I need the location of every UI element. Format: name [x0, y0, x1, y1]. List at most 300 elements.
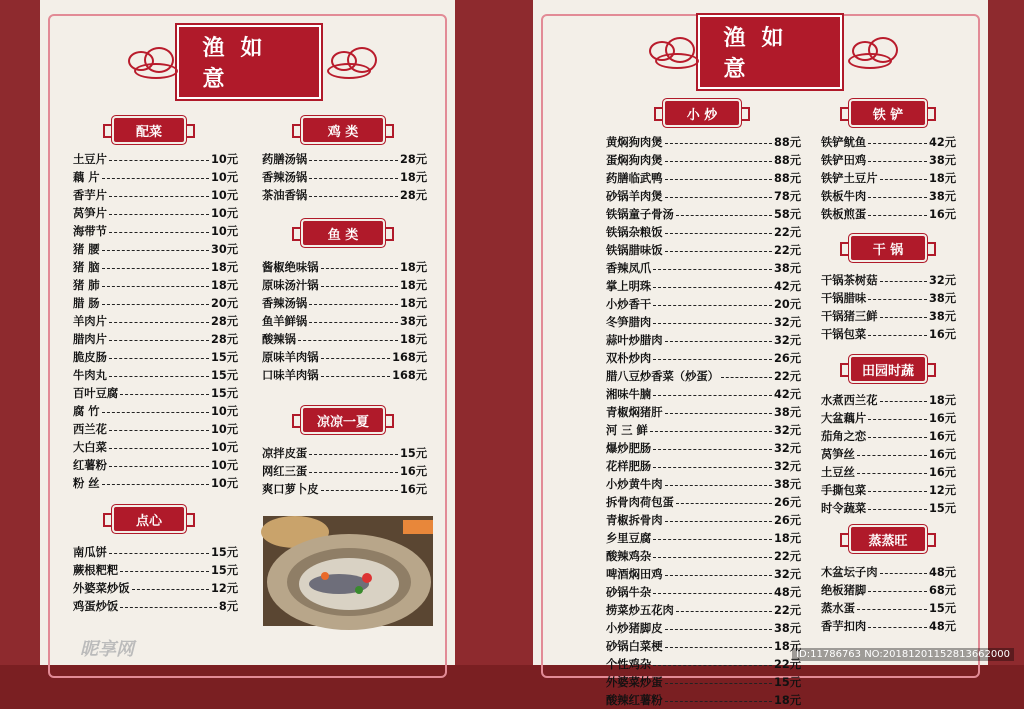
- dotted-leader: [650, 431, 772, 432]
- menu-item-price: 22元: [773, 658, 801, 671]
- dotted-leader: [868, 419, 927, 420]
- menu-item: [821, 581, 956, 599]
- menu-item-price: 18元: [399, 171, 427, 184]
- menu-item-name: 腊八豆炒香菜（炒蛋）: [606, 370, 719, 383]
- section-title-yulei: 鱼 类: [303, 221, 383, 245]
- dotted-leader: [868, 143, 927, 144]
- menu-item-price: 18元: [399, 279, 427, 292]
- menu-item-price: 15元: [210, 387, 238, 400]
- list-peicai: [73, 150, 238, 492]
- menu-item: [73, 402, 238, 420]
- dotted-leader: [102, 412, 209, 413]
- menu-item-name: 香芋扣肉: [821, 620, 867, 633]
- menu-item: [73, 579, 238, 597]
- menu-item: [606, 583, 801, 601]
- dotted-leader: [880, 281, 927, 282]
- menu-item-price: 38元: [773, 262, 801, 275]
- menu-item-name: 茶油香锅: [262, 189, 308, 202]
- menu-item-price: 58元: [773, 208, 801, 221]
- menu-item-name: 酸辣红薯粉: [606, 694, 663, 707]
- menu-item: [73, 474, 238, 492]
- menu-item: [73, 561, 238, 579]
- menu-item: [73, 366, 238, 384]
- list-yulei: [262, 258, 427, 384]
- menu-item-name: 铁铲田鸡: [821, 154, 867, 167]
- menu-item-price: 22元: [773, 226, 801, 239]
- menu-item-price: 22元: [773, 604, 801, 617]
- menu-item-name: 西兰花: [73, 423, 107, 436]
- dotted-leader: [653, 395, 772, 396]
- section-title-tiechan: 铁 铲: [851, 101, 925, 125]
- menu-item: [606, 133, 801, 151]
- menu-item-price: 38元: [928, 190, 956, 203]
- menu-item-price: 48元: [928, 566, 956, 579]
- menu-item: [821, 271, 956, 289]
- menu-item-name: 湘味牛腩: [606, 388, 652, 401]
- menu-item: [821, 307, 956, 325]
- menu-item-price: 42元: [773, 388, 801, 401]
- menu-item: [606, 367, 801, 385]
- menu-item-price: 38元: [399, 315, 427, 328]
- dotted-leader: [309, 304, 398, 305]
- menu-item-price: 16元: [399, 483, 427, 496]
- menu-item-name: 河 三 鲜: [606, 424, 648, 437]
- menu-item-name: 铁铲鱿鱼: [821, 136, 867, 149]
- dotted-leader: [665, 683, 772, 684]
- menu-item-name: 土豆片: [73, 153, 107, 166]
- menu-item-price: 26元: [773, 352, 801, 365]
- menu-item: [606, 655, 801, 673]
- menu-item-price: 15元: [210, 369, 238, 382]
- menu-item-name: 绝板猪脚: [821, 584, 867, 597]
- dotted-leader: [665, 413, 772, 414]
- menu-item-price: 16元: [399, 465, 427, 478]
- menu-item-name: 掌上明珠: [606, 280, 652, 293]
- menu-item: [73, 597, 238, 615]
- section-title-zhengzheng: 蒸蒸旺: [851, 527, 925, 551]
- menu-item-name: 干锅腊味: [821, 292, 867, 305]
- menu-item-price: 18元: [773, 694, 801, 707]
- menu-item-price: 12元: [210, 582, 238, 595]
- menu-item: [262, 186, 427, 204]
- menu-item: [606, 205, 801, 223]
- menu-item: [73, 204, 238, 222]
- menu-item-name: 双朴炒肉: [606, 352, 652, 365]
- logo-text: 渔如意: [698, 15, 843, 89]
- menu-item-price: 10元: [210, 225, 238, 238]
- dotted-leader: [120, 394, 209, 395]
- dotted-leader: [868, 335, 927, 336]
- menu-item-name: 砂锅牛杂: [606, 586, 652, 599]
- dotted-leader: [109, 340, 209, 341]
- menu-item-name: 干锅茶树菇: [821, 274, 878, 287]
- menu-item: [821, 599, 956, 617]
- menu-item-price: 10元: [210, 153, 238, 166]
- menu-item: [73, 312, 238, 330]
- dotted-leader: [321, 358, 391, 359]
- section-title-dianxin: 点心: [114, 507, 184, 531]
- menu-item: [821, 481, 956, 499]
- menu-item: [73, 384, 238, 402]
- menu-item-price: 28元: [399, 153, 427, 166]
- menu-item: [606, 295, 801, 313]
- cloud-ornament-icon: [124, 45, 177, 79]
- cloud-ornament-icon: [645, 35, 698, 69]
- dotted-leader: [321, 490, 398, 491]
- menu-item: [606, 475, 801, 493]
- dotted-leader: [868, 161, 927, 162]
- menu-item-price: 18元: [210, 279, 238, 292]
- menu-item-price: 32元: [773, 334, 801, 347]
- menu-item-price: 30元: [210, 243, 238, 256]
- menu-item-name: 铁锅杂粮饭: [606, 226, 663, 239]
- dotted-leader: [665, 647, 772, 648]
- menu-item-price: 15元: [399, 447, 427, 460]
- menu-item-name: 猪 脑: [73, 261, 100, 274]
- dotted-leader: [120, 607, 217, 608]
- menu-item-name: 藕 片: [73, 171, 100, 184]
- dotted-leader: [868, 509, 927, 510]
- menu-item: [73, 186, 238, 204]
- menu-item: [821, 151, 956, 169]
- menu-item-name: 青椒拆骨肉: [606, 514, 663, 527]
- menu-item-name: 莴笋片: [73, 207, 107, 220]
- menu-item-name: 蒜叶炒腊肉: [606, 334, 663, 347]
- dotted-leader: [676, 215, 772, 216]
- menu-item-name: 口味羊肉锅: [262, 369, 319, 382]
- dotted-leader: [665, 179, 772, 180]
- menu-item-name: 粉 丝: [73, 477, 100, 490]
- menu-item-name: 茄角之恋: [821, 430, 867, 443]
- menu-item-name: 海带节: [73, 225, 107, 238]
- dotted-leader: [109, 358, 209, 359]
- dotted-leader: [309, 196, 398, 197]
- dotted-leader: [321, 376, 391, 377]
- list-liangliang: [262, 444, 427, 498]
- menu-item-price: 18元: [210, 261, 238, 274]
- dotted-leader: [653, 305, 772, 306]
- menu-item-name: 香芋片: [73, 189, 107, 202]
- dotted-leader: [868, 627, 927, 628]
- dotted-leader: [721, 377, 772, 378]
- dotted-leader: [109, 196, 209, 197]
- dotted-leader: [109, 466, 209, 467]
- menu-item-price: 16元: [928, 328, 956, 341]
- list-jilei: [262, 150, 427, 204]
- dotted-leader: [653, 593, 772, 594]
- menu-item: [73, 240, 238, 258]
- menu-item-price: 22元: [773, 244, 801, 257]
- menu-item-name: 干锅包菜: [821, 328, 867, 341]
- dotted-leader: [109, 376, 209, 377]
- menu-item: [606, 277, 801, 295]
- list-tianyuan: [821, 391, 956, 517]
- dotted-leader: [653, 449, 772, 450]
- food-photo: [263, 516, 433, 626]
- menu-item: [73, 258, 238, 276]
- dotted-leader: [109, 232, 209, 233]
- dotted-leader: [868, 197, 927, 198]
- dotted-leader: [653, 467, 772, 468]
- menu-item-price: 42元: [928, 136, 956, 149]
- menu-item-name: 原味羊肉锅: [262, 351, 319, 364]
- menu-item-name: 个性鸡杂: [606, 658, 652, 671]
- section-title-ganguo: 干 锅: [851, 236, 925, 260]
- dotted-leader: [665, 143, 772, 144]
- menu-item-name: 羊肉片: [73, 315, 107, 328]
- menu-item-price: 10元: [210, 405, 238, 418]
- menu-item: [821, 563, 956, 581]
- dotted-leader: [880, 401, 927, 402]
- menu-item-name: 原味汤汁锅: [262, 279, 319, 292]
- menu-item-name: 脆皮肠: [73, 351, 107, 364]
- menu-item-name: 小炒猪脚皮: [606, 622, 663, 635]
- menu-item-price: 38元: [773, 406, 801, 419]
- menu-item: [262, 312, 427, 330]
- dotted-leader: [102, 286, 209, 287]
- menu-item-price: 16元: [928, 430, 956, 443]
- section-title-tianyuan: 田园时蔬: [851, 357, 925, 381]
- menu-item-price: 10元: [210, 171, 238, 184]
- dotted-leader: [665, 701, 772, 702]
- menu-item-price: 38元: [928, 154, 956, 167]
- menu-item-name: 铁板煎蛋: [821, 208, 867, 221]
- list-tiechan: [821, 133, 956, 223]
- menu-item: [73, 330, 238, 348]
- right-outer-border: [988, 0, 1024, 665]
- menu-item: [821, 427, 956, 445]
- menu-item-price: 88元: [773, 172, 801, 185]
- menu-item: [262, 150, 427, 168]
- menu-item-price: 16元: [928, 208, 956, 221]
- menu-item-price: 32元: [928, 274, 956, 287]
- dotted-leader: [102, 268, 209, 269]
- menu-item-name: 水煮西兰花: [821, 394, 878, 407]
- right-menu-page: [533, 0, 988, 707]
- menu-item-name: 南瓜饼: [73, 546, 107, 559]
- menu-item-price: 20元: [773, 298, 801, 311]
- menu-item-price: 48元: [773, 586, 801, 599]
- dotted-leader: [868, 591, 927, 592]
- dotted-leader: [309, 454, 398, 455]
- menu-item: [73, 276, 238, 294]
- menu-item-name: 牛肉丸: [73, 369, 107, 382]
- menu-item: [262, 348, 427, 366]
- dotted-leader: [665, 521, 772, 522]
- menu-item: [262, 444, 427, 462]
- dotted-leader: [102, 250, 209, 251]
- menu-item-price: 8元: [218, 600, 238, 613]
- menu-item-price: 88元: [773, 136, 801, 149]
- menu-item-price: 28元: [399, 189, 427, 202]
- menu-item-name: 香辣汤锅: [262, 171, 308, 184]
- menu-item: [606, 601, 801, 619]
- menu-item-price: 68元: [928, 584, 956, 597]
- menu-item-name: 拆骨肉荷包蛋: [606, 496, 674, 509]
- dotted-leader: [309, 160, 398, 161]
- menu-item: [606, 259, 801, 277]
- dotted-leader: [309, 472, 398, 473]
- cloud-ornament-icon: [842, 35, 895, 69]
- menu-item-name: 乡里豆腐: [606, 532, 652, 545]
- menu-item: [606, 403, 801, 421]
- dotted-leader: [665, 575, 772, 576]
- dotted-leader: [665, 629, 772, 630]
- menu-item: [606, 169, 801, 187]
- dotted-leader: [298, 340, 398, 341]
- dotted-leader: [653, 539, 772, 540]
- list-xiaochao: [606, 133, 801, 709]
- menu-item-price: 10元: [210, 189, 238, 202]
- menu-item: [73, 168, 238, 186]
- menu-item-name: 红薯粉: [73, 459, 107, 472]
- menu-item-name: 药膳汤锅: [262, 153, 308, 166]
- menu-item-name: 猪 肺: [73, 279, 100, 292]
- menu-item-name: 木盆坛子肉: [821, 566, 878, 579]
- menu-item: [262, 276, 427, 294]
- stone-pot-fish-image: [263, 516, 433, 626]
- menu-item: [821, 617, 956, 635]
- menu-item-price: 38元: [928, 292, 956, 305]
- menu-item-price: 16元: [928, 412, 956, 425]
- menu-item: [821, 205, 956, 223]
- menu-item-price: 22元: [773, 370, 801, 383]
- dotted-leader: [109, 160, 209, 161]
- dotted-leader: [665, 197, 772, 198]
- section-title-jilei: 鸡 类: [303, 118, 383, 142]
- section-title-xiaochao: 小 炒: [665, 101, 739, 125]
- menu-item: [606, 547, 801, 565]
- menu-item: [262, 366, 427, 384]
- menu-item-name: 时令蔬菜: [821, 502, 867, 515]
- menu-item-price: 26元: [773, 514, 801, 527]
- dotted-leader: [676, 503, 772, 504]
- logo: [124, 32, 374, 92]
- menu-item-name: 砂锅白菜梗: [606, 640, 663, 653]
- menu-item-price: 32元: [773, 442, 801, 455]
- menu-item: [606, 493, 801, 511]
- dotted-leader: [109, 448, 209, 449]
- dotted-leader: [665, 233, 772, 234]
- menu-item: [73, 150, 238, 168]
- menu-item: [606, 187, 801, 205]
- dotted-leader: [321, 286, 398, 287]
- menu-item: [821, 169, 956, 187]
- menu-item-name: 大盆藕片: [821, 412, 867, 425]
- menu-item-name: 腊 肠: [73, 297, 100, 310]
- menu-item: [606, 673, 801, 691]
- menu-item-price: 16元: [928, 466, 956, 479]
- left-outer-border: [0, 0, 40, 665]
- section-title-liangliang: 凉凉一夏: [303, 408, 383, 432]
- menu-item: [606, 421, 801, 439]
- logo: [645, 22, 895, 82]
- menu-item: [262, 294, 427, 312]
- menu-item-name: 凉拌皮蛋: [262, 447, 308, 460]
- menu-item: [606, 565, 801, 583]
- menu-item: [821, 499, 956, 517]
- dotted-leader: [880, 573, 927, 574]
- menu-item-name: 腊肉片: [73, 333, 107, 346]
- menu-item: [262, 258, 427, 276]
- menu-item-name: 铁锅腊味饭: [606, 244, 663, 257]
- dotted-leader: [868, 491, 927, 492]
- menu-item-name: 捞菜炒五花肉: [606, 604, 674, 617]
- menu-item-name: 香辣汤锅: [262, 297, 308, 310]
- dotted-leader: [868, 437, 927, 438]
- menu-item-name: 酸辣鸡杂: [606, 550, 652, 563]
- dotted-leader: [109, 214, 209, 215]
- menu-item-name: 药膳临武鸭: [606, 172, 663, 185]
- menu-item: [73, 438, 238, 456]
- dotted-leader: [132, 589, 209, 590]
- menu-item-price: 15元: [928, 502, 956, 515]
- dotted-leader: [102, 304, 209, 305]
- menu-item: [73, 222, 238, 240]
- menu-item-name: 青椒焖猪肝: [606, 406, 663, 419]
- menu-item-price: 38元: [773, 622, 801, 635]
- menu-item: [606, 511, 801, 529]
- menu-item-name: 莴笋丝: [821, 448, 855, 461]
- menu-item: [606, 241, 801, 259]
- menu-item-name: 外婆菜炒蛋: [606, 676, 663, 689]
- menu-item-price: 18元: [773, 532, 801, 545]
- dotted-leader: [665, 485, 772, 486]
- menu-item-name: 干锅猪三鲜: [821, 310, 878, 323]
- menu-item-price: 18元: [399, 297, 427, 310]
- menu-item-price: 20元: [210, 297, 238, 310]
- menu-item-name: 鱼羊鲜锅: [262, 315, 308, 328]
- menu-item: [73, 543, 238, 561]
- menu-item: [821, 409, 956, 427]
- menu-item-name: 蕨根粑粑: [73, 564, 119, 577]
- dotted-leader: [653, 269, 772, 270]
- menu-item: [73, 456, 238, 474]
- menu-item-price: 18元: [928, 394, 956, 407]
- menu-item: [606, 637, 801, 655]
- menu-item: [606, 313, 801, 331]
- dotted-leader: [653, 323, 772, 324]
- menu-item-name: 香辣凤爪: [606, 262, 652, 275]
- menu-item: [821, 391, 956, 409]
- menu-item-name: 黄焖狗肉煲: [606, 136, 663, 149]
- menu-item-name: 鸡蛋炒饭: [73, 600, 119, 613]
- menu-item-name: 外婆菜炒饭: [73, 582, 130, 595]
- menu-item-name: 土豆丝: [821, 466, 855, 479]
- menu-item: [73, 348, 238, 366]
- menu-item-name: 砂锅羊肉煲: [606, 190, 663, 203]
- menu-item: [606, 223, 801, 241]
- dotted-leader: [868, 215, 927, 216]
- dotted-leader: [321, 268, 398, 269]
- menu-item-name: 网红三蛋: [262, 465, 308, 478]
- dotted-leader: [102, 484, 209, 485]
- menu-item-name: 爆炒肥肠: [606, 442, 652, 455]
- logo-text: 渔如意: [177, 25, 322, 99]
- menu-item-name: 啤酒焖田鸡: [606, 568, 663, 581]
- dotted-leader: [102, 178, 209, 179]
- menu-item: [606, 349, 801, 367]
- menu-item-name: 小炒香干: [606, 298, 652, 311]
- dotted-leader: [653, 665, 772, 666]
- menu-item-price: 48元: [928, 620, 956, 633]
- menu-item-price: 32元: [773, 424, 801, 437]
- menu-item-name: 酱椒绝味锅: [262, 261, 319, 274]
- menu-item-price: 28元: [210, 315, 238, 328]
- menu-item-price: 15元: [928, 602, 956, 615]
- dotted-leader: [653, 287, 772, 288]
- dotted-leader: [880, 179, 927, 180]
